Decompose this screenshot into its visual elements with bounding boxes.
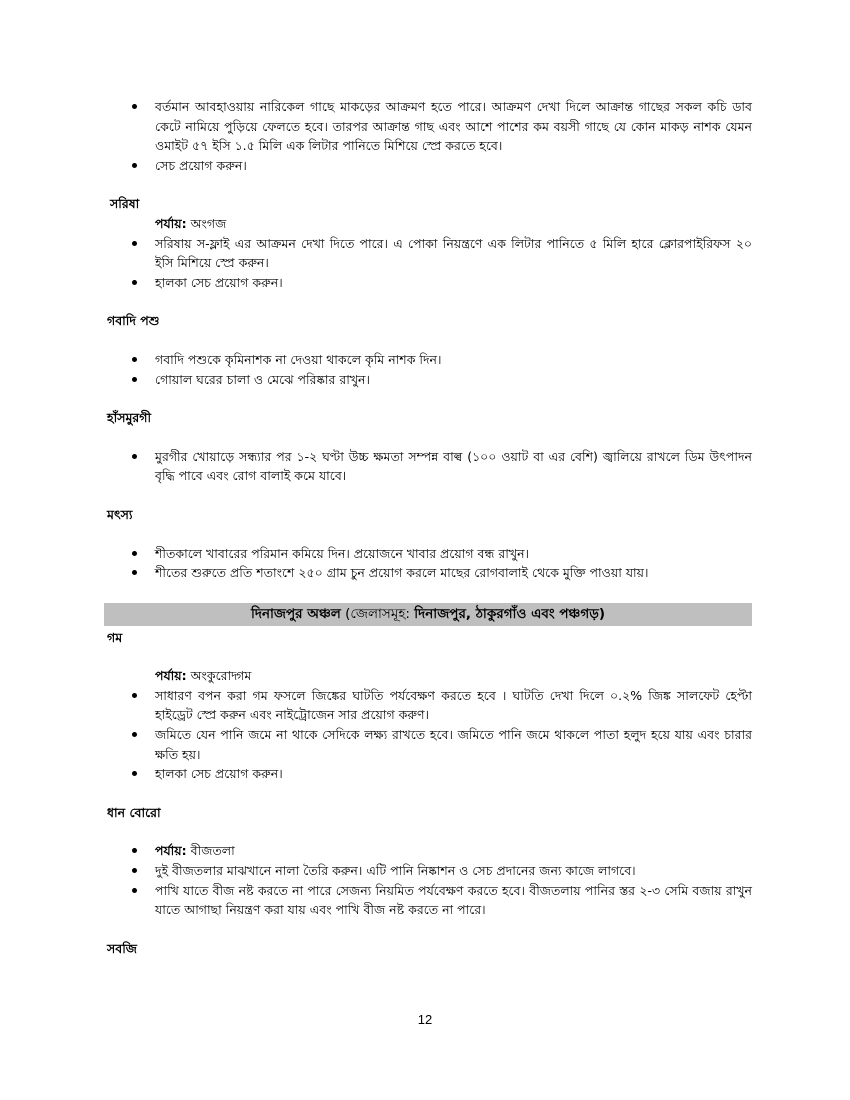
list-item: দুই বীজতলার মাঝখানে নালা তৈরি করুন। এটি পানি নিষ্কাশন ও সেচ প্রদানের জন্য কাজে লাগবে। [107,861,752,881]
fisheries-advice-list [107,544,752,583]
list-item: শীতের শুরুতে প্রতি শতাংশে ২৫০ গ্রাম চুন প্রয়োগ করলে মাছের রোগবালাই থেকে মুক্তি পাওয়া যায়। [107,563,752,583]
list-item: সরিষায় স-ফ্লাই এর আক্রমন দেখা দিতে পারে। এ পোকা নিয়ন্ত্রণে এক লিটার পানিতে ৫ মিলি হারে ক্লোরপাইরিফস ২০ ইসি মিশিয়ে স্প্রে করুন। [107,234,752,273]
coconut-advice-list [107,97,752,175]
stage-label: পর্যায়: [155,215,187,231]
list-item: মুরগীর খোয়াড়ে সন্ধ্যার পর ১-২ ঘণ্টা উচ্চ ক্ষমতা সম্পন্ন বাল্ব (১০০ ওয়াট বা এর বেশি) জ্বালিয়ে রাখলে ডিম উৎপাদন বৃদ্ধি পাবে এবং রোগ বালাই কমে যাবে। [107,447,752,486]
stage-value: অংকুরোদ্গম [190,668,252,684]
stage-label: পর্যায়: [155,843,187,859]
list-item: গবাদি পশুকে কৃমিনাশক না দেওয়া থাকলে কৃমি নাশক দিন। [107,350,752,370]
section-heading-vegetables: সবজি [107,940,137,956]
page-content [107,97,752,958]
list-item: সেচ প্রয়োগ করুন। [107,156,752,176]
region-name: দিনাজপুর অঞ্চল [250,605,341,622]
section-heading-poultry: হাঁসমুরগী [107,410,152,426]
list-item: হালকা সেচ প্রয়োগ করুন। [107,273,752,293]
wheat-advice-list [107,686,752,784]
stage-value: অংগজ [190,215,227,231]
stage-line [107,214,752,234]
section-heading-boro-rice: ধান বোরো [107,804,161,820]
poultry-advice-list [107,447,752,486]
section-heading-mustard: সরিষা [110,196,140,212]
districts-label: (জেলাসমূহ: [345,605,410,622]
list-item: পাখি যাতে বীজ নষ্ট করতে না পারে সেজন্য নিয়মিত পর্যবেক্ষণ করতে হবে। বীজতলায় পানির স্তর ২-৩ সেমি বজায় রাখুন যাতে আগাছা নিয়ন্ত্রণ করা যায় এবং পাখি বীজ নষ্ট করতে না পারে। [107,881,752,920]
list-item-stage [107,841,752,861]
stage-value: বীজতলা [190,843,235,859]
districts-list: দিনাজপুর, ঠাকুরগাঁও এবং পঞ্চগড়) [414,605,606,622]
section-heading-wheat: গম [107,629,123,645]
section-heading-fisheries: মৎস্য [107,506,133,522]
list-item: জমিতে যেন পানি জমে না থাকে সেদিকে লক্ষ্য রাখতে হবে। জমিতে পানি জমে থাকলে পাতা হলুদ হয়ে যায় এবং চারার ক্ষতি হয়। [107,725,752,764]
stage-label: পর্যায়: [155,668,187,684]
list-item: শীতকালে খাবারের পরিমান কমিয়ে দিন। প্রয়োজনে খাবার প্রয়োগ বন্ধ রাখুন। [107,544,752,564]
livestock-advice-list [107,350,752,389]
list-item: গোয়াল ঘরের চালা ও মেঝে পরিষ্কার রাখুন। [107,370,752,390]
boro-rice-advice-list [107,841,752,919]
section-heading-livestock: গবাদি পশু [107,313,160,329]
stage-line [107,666,752,686]
list-item: বর্তমান আবহাওয়ায় নারিকেল গাছে মাকড়ের আক্রমণ হতে পারে। আক্রমণ দেখা দিলে আক্রান্ত গাছের সকল কচি ডাব কেটে নামিয়ে পুড়িয়ে ফেলতে হবে। তারপর আক্রান্ত গাছ এবং আশে পাশের কম বয়সী গাছে যে কোন মাকড় নাশক যেমন ওমাইট ৫৭ ইসি ১.৫ মিলি এক লিটার পানিতে মিশিয়ে স্প্রে করতে হবে। [107,97,752,156]
region-banner [104,603,752,626]
mustard-advice-list [107,234,752,293]
list-item: সাধারণ বপন করা গম ফসলে জিঙ্কের ঘাটতি পর্যবেক্ষণ করতে হবে । ঘাটতি দেখা দিলে ০.২% জিঙ্ক সালফেট হেপ্টা হাইড্রেট স্প্রে করুন এবং নাইট্রোজেন সার প্রয়োগ করুণ। [107,686,752,725]
page-number: 12 [417,1012,433,1027]
list-item: হালকা সেচ প্রয়োগ করুন। [107,764,752,784]
